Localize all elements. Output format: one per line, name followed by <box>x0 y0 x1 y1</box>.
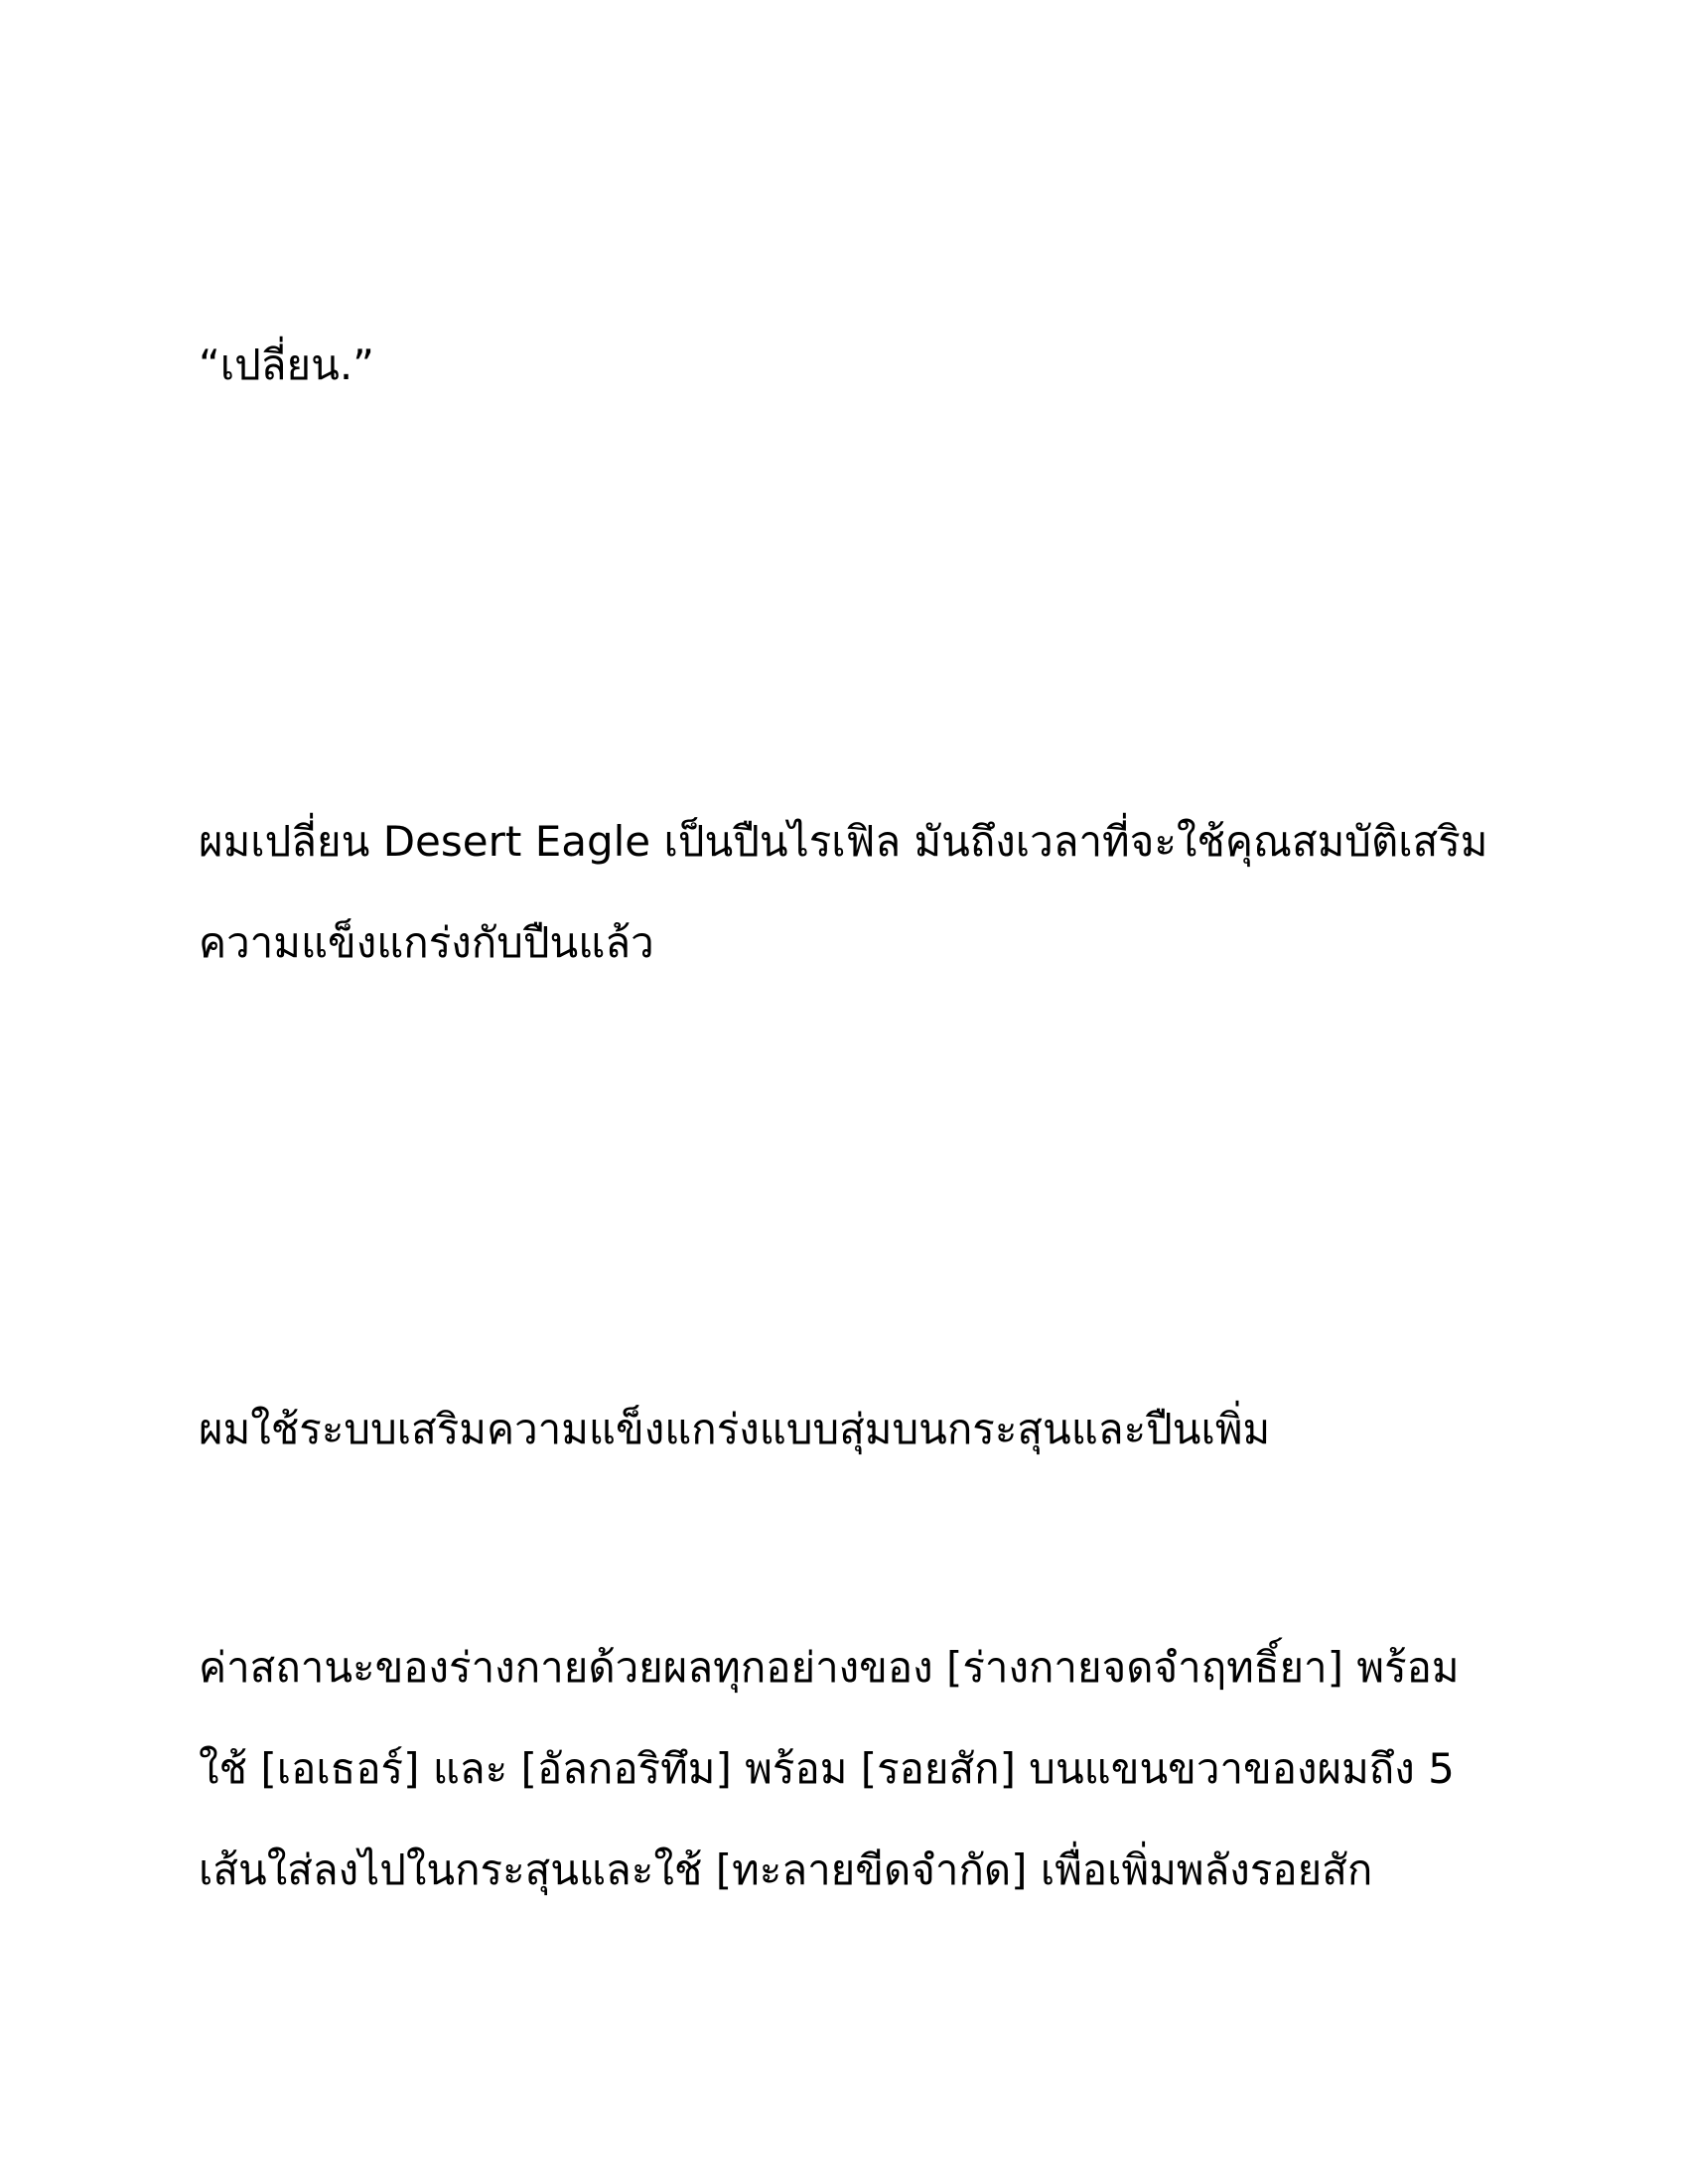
paragraph-4-line-1: ค่าสถานะของร่างกายด้วยผลทุกอย่างของ [ร่างกายจดจำฤทธิ์ยา] พร้อม <box>199 1643 1460 1692</box>
paragraph-4-line-3: เส้นใส่ลงไปในกระสุนและใช้ [ทะลายขีดจำกัด] เพื่อเพิ่มพลังรอยสัก <box>199 1845 1373 1894</box>
paragraph-2-line-1: ผมเปลี่ยน Desert Eagle เป็นปืนไรเฟิล มันถึงเวลาที่จะใช้คุณสมบัติเสริม <box>199 817 1488 866</box>
paragraph-1-line-1: “เปลี่ยน.” <box>199 341 374 389</box>
paragraph-2-line-2: ความแข็งแกร่งกับปืนแล้ว <box>199 918 654 967</box>
paragraph-3-line-1: ผมใช้ระบบเสริมความแข็งแกร่งแบบสุ่มบนกระสุนและปืนเพิ่ม <box>199 1405 1271 1453</box>
paragraph-4-line-2: ใช้ [เอเธอร์] และ [อัลกอริทึม] พร้อม [รอยสัก] บนแขนขวาของผมถึง 5 <box>199 1744 1455 1793</box>
